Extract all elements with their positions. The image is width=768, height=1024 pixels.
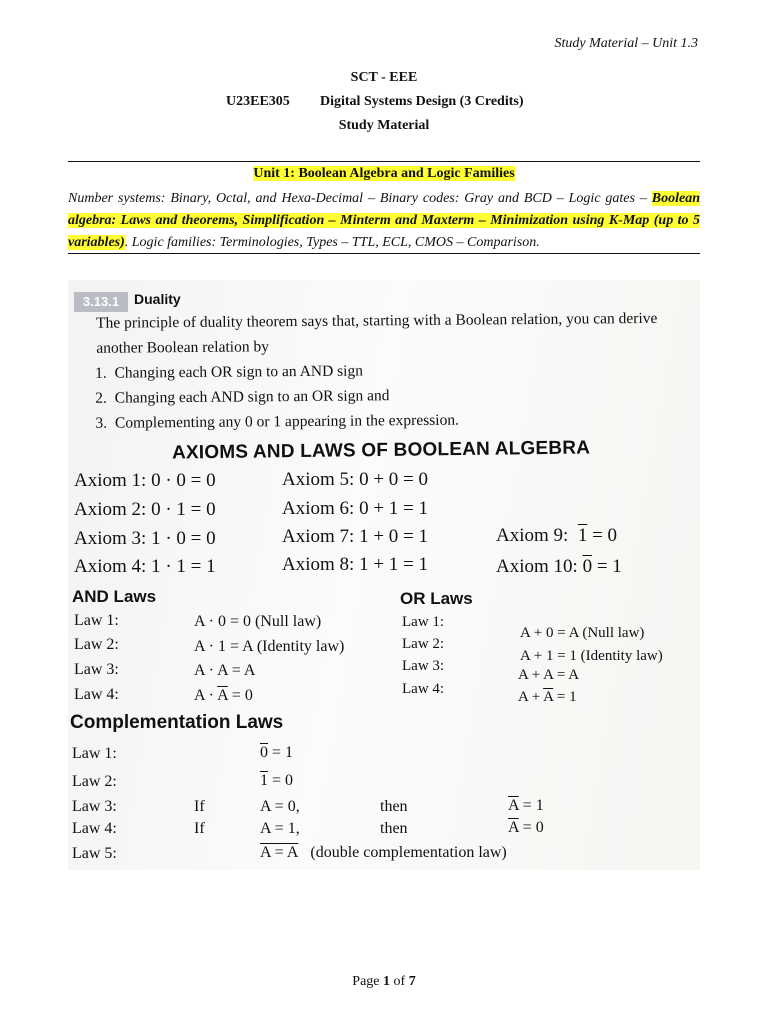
axiom-1: Axiom 1: 0 · 0 = 0 (74, 470, 216, 491)
or-law-1-expr: A + 0 = A (Null law) (520, 625, 645, 641)
axioms-title: AXIOMS AND LAWS OF BOOLEAN ALGEBRA (171, 437, 591, 464)
list-item: 3. Complementing any 0 or 1 appearing in the expression. (111, 406, 693, 436)
duality-paragraph: The principle of duality theorem says that, starting with a Boolean relation, you can derive another Boolean relation by 1. Changing each OR sign to an AND sign 2. Changing each AND sign to an OR sign and 3. Complementing any 0 or 1 appearing in the expression. (72, 306, 693, 436)
axiom-7: Axiom 7: 1 + 0 = 1 (282, 526, 428, 547)
axiom-4: Axiom 4: 1 · 1 = 1 (74, 556, 216, 577)
comp-law-4-label: Law 4: (72, 820, 117, 837)
and-law-3-expr: A · A = A (194, 662, 256, 679)
and-laws-heading: AND Laws (72, 587, 157, 606)
list-item: 2. Changing each AND sign to an OR sign and (111, 381, 693, 411)
and-law-2-expr: A · 1 = A (Identity law) (194, 638, 345, 655)
comp-law-2-expr: 1 = 0 (260, 772, 294, 789)
or-law-3-expr: A + A = A (518, 667, 580, 683)
list-item: 1. Changing each OR sign to an AND sign (110, 356, 692, 386)
section-number-badge: 3.13.1 (74, 292, 128, 312)
institution: SCT - EEE (350, 70, 418, 85)
comp-law-4-result: $\overline{A} = 0$ (508, 819, 544, 836)
or-law-3-label: Law 3: (402, 658, 445, 674)
course-title: Digital Systems Design (3 Credits) (320, 94, 524, 109)
syllabus-highlight: Boolean algebra: Laws and theorems, Simplification – Minterm and Maxterm – Minimization using K-Map (up to 5 variables) (68, 191, 700, 250)
scanned-image (68, 280, 700, 870)
comp-law-1-expr: 0 = 1 (260, 744, 294, 761)
comp-law-3-cond: A = 0, (260, 798, 300, 815)
syllabus-text: Number systems: Binary, Octal, and Hexa-Decimal – Binary codes: Gray and BCD – Logic gates – Boolean algebra: Laws and theorems, Simplification – Minterm and Maxterm – Minimization using K-Map (up to 5 variables). Logic families: Terminologies, Types – TTL, ECL, CMOS – Comparison. (68, 191, 700, 250)
or-law-1-label: Law 1: (402, 614, 445, 630)
divider-bottom (68, 253, 700, 254)
page-footer: Page 1 of 7 (352, 974, 416, 989)
divider-top (68, 161, 700, 162)
and-law-3-label: Law 3: (74, 661, 119, 678)
course-code: U23EE305 (226, 94, 290, 109)
axiom-3: Axiom 3: 1 · 0 = 0 (74, 528, 216, 549)
running-head: Study Material – Unit 1.3 (554, 36, 698, 51)
and-law-2-label: Law 2: (74, 636, 119, 653)
duality-steps (72, 356, 693, 436)
or-law-4-expr: $A + \overline{A} = 1$ (518, 689, 577, 705)
comp-law-1-label: Law 1: (72, 745, 117, 762)
or-laws-heading: OR Laws (400, 589, 473, 608)
and-law-1-expr: A · 0 = 0 (Null law) (194, 613, 322, 630)
axiom-5: Axiom 5: 0 + 0 = 0 (282, 469, 428, 490)
or-law-4-label: Law 4: (402, 681, 445, 697)
or-law-2-expr: A + 1 = 1 (Identity law) (520, 648, 663, 664)
comp-law-5-expr: A = A (double complementation law) (260, 844, 507, 861)
or-law-2-label: Law 2: (402, 636, 445, 652)
comp-law-3-label: Law 3: (72, 798, 117, 815)
comp-law-4-cond: A = 1, (260, 820, 300, 837)
axiom-9: Axiom 9: 1 = 0 (496, 525, 618, 546)
axiom-10: Axiom 10: 0 = 1 (496, 556, 622, 577)
comp-law-4-then: then (380, 820, 408, 837)
doc-type: Study Material (338, 118, 430, 133)
unit-title: Unit 1: Boolean Algebra and Logic Families (253, 166, 515, 181)
and-law-4-label: Law 4: (74, 686, 119, 703)
axiom-6: Axiom 6: 0 + 1 = 1 (282, 498, 428, 519)
complementation-heading: Complementation Laws (70, 712, 284, 733)
comp-law-3-then: then (380, 798, 408, 815)
duality-heading: Duality (134, 291, 181, 307)
and-law-4-expr: $A \cdot \overline{A} = 0$ (194, 687, 253, 704)
comp-law-4-if: If (194, 820, 205, 837)
axiom-2: Axiom 2: 0 · 1 = 0 (74, 499, 216, 520)
comp-law-5-label: Law 5: (72, 845, 117, 862)
comp-law-3-result: $\overline{A} = 1$ (508, 797, 544, 814)
comp-law-3-if: If (194, 798, 205, 815)
and-law-1-label: Law 1: (74, 612, 119, 629)
axiom-8: Axiom 8: 1 + 1 = 1 (282, 554, 428, 575)
comp-law-2-label: Law 2: (72, 773, 117, 790)
